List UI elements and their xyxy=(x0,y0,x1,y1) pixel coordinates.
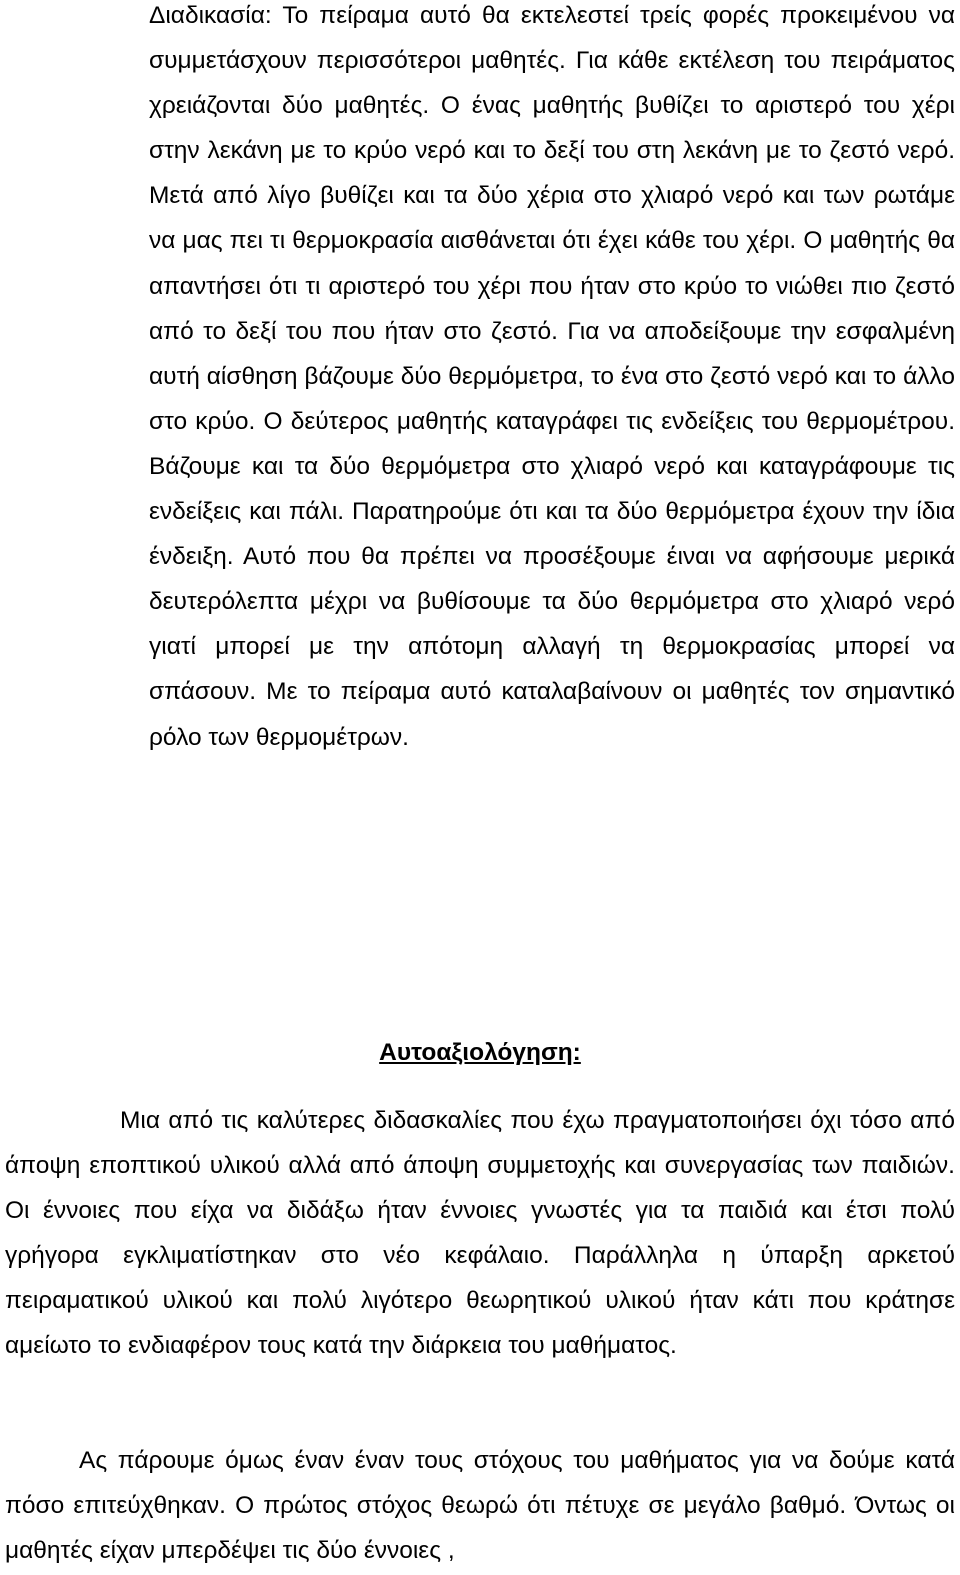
self-evaluation-paragraph-1: Μια από τις καλύτερες διδασκαλίες που έχω πραγματοποιήσει όχι τόσο από άποψη εποπτικού υλικού αλλά από άποψη συμμετοχής και συνεργασίας των παιδιών. Οι έννοιες που είχα να διδάξω ήταν έννοιες γνωστές για τα παιδιά και έτσι πολύ γρήγορα εγκλιματίστηκαν στο νέο κεφάλαιο. Παράλληλα η ύπαρξη αρκετού πειραματικού υλικού και πολύ λιγότερο θεωρητικού υλικού ήταν κάτι που κράτησε αμείωτο το ενδιαφέρον τους κατά την διάρκεια του μαθήματος. xyxy=(5,1107,955,1360)
self-evaluation-paragraph-2: Ας πάρουμε όμως έναν έναν τους στόχους του μαθήματος για να δούμε κατά πόσο επιτεύχθηκαν. Ο πρώτος στόχος θεωρώ ότι πέτυχε σε μεγάλο βαθμό. Όντως οι μαθητές είχαν μπερδέψει τις δύο έννοιες , xyxy=(5,1447,955,1565)
self-evaluation-heading: Αυτοαξιολόγηση: xyxy=(379,1039,581,1066)
procedure-paragraph: Διαδικασία: Το πείραμα αυτό θα εκτελεστεί τρείς φορές προκειμένου να συμμετάσχουν περισσότεροι μαθητές. Για κάθε εκτέλεση του πειράματος χρειάζονται δύο μαθητές. Ο ένας μαθητής βυθίζει το αριστερό του χέρι στην λεκάνη με το κρύο νερό και το δεξί του στη λεκάνη με το ζεστό νερό. Μετά από λίγο βυθίζει και τα δύο χέρια στο χλιαρό νερό και των ρωτάμε να μας πει τι θερμοκρασία αισθάνεται ότι έχει κάθε του χέρι. Ο μαθητής θα απαντήσει ότι τι αριστερό του χέρι που ήταν στο κρύο το νιώθει πιο ζεστό από το δεξί του που ήταν στο ζεστό. Για να αποδείξουμε την εσφαλμένη αυτή αίσθηση βάζουμε δύο θερμόμετρα, το ένα στο ζεστό νερό και το άλλο στο κρύο. Ο δεύτερος μαθητής καταγράφει τις ενδείξεις του θερμομέτρου. Βάζουμε και τα δύο θερμόμετρα στο χλιαρό νερό και καταγράφουμε τις ενδείξεις και πάλι. Παρατηρούμε ότι και τα δύο θερμόμετρα έχουν την ίδια ένδειξη. Αυτό που θα πρέπει να προσέξουμε έιναι να αφήσουμε μερικά δευτερόλεπτα μέχρι να βυθίσουμε τα δύο θερμόμετρα στο χλιαρό νερό γιατί μπορεί με την απότομη αλλαγή τη θερμοκρασίας μπορεί να σπάσουν. Με το πείραμα αυτό καταλαβαίνουν οι μαθητές τον σημαντικό ρόλο των θερμομέτρων. xyxy=(149,2,955,751)
